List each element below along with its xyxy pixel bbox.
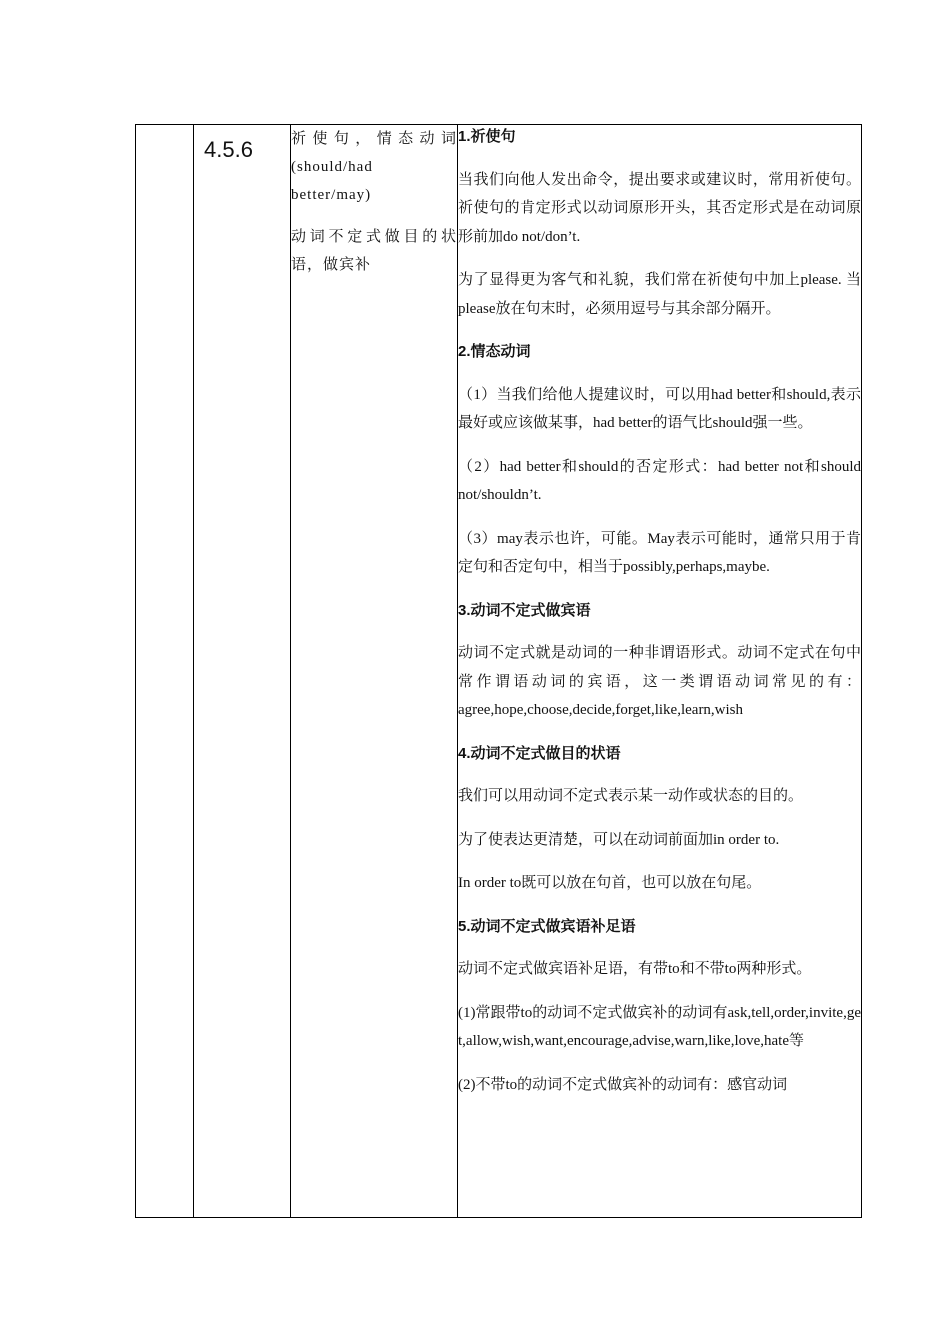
heading-infinitive-purpose: 4.动词不定式做目的状语 [458, 744, 621, 762]
paragraph-purpose-1: 我们可以用动词不定式表示某一动作或状态的目的。 [458, 788, 804, 804]
empty-cell [136, 125, 194, 1218]
heading-infinitive-object: 3.动词不定式做宾语 [458, 601, 591, 619]
paragraph-complement-intro: 动词不定式做宾语补足语，有带to和不带to两种形式。 [458, 961, 812, 977]
paragraph-infinitive-object: 动词不定式就是动词的一种非谓语形式。动词不定式在句中常作谓语动词的宾语，这一类谓语动词常见的有：agree,hope,choose,decide,forget,like,learn,wish [458, 645, 861, 718]
paragraph-complement-without-to: (2)不带to的动词不定式做宾补的动词有：感官动词 [458, 1076, 788, 1093]
paragraph-complement-with-to: (1)常跟带to的动词不定式做宾补的动词有ask,tell,order,invite,get,allow,wish,want,encourage,advise,warn,like,love,hate等 [458, 1004, 861, 1049]
content-table [135, 124, 862, 1218]
paragraph-modal-2: （2）had better和should的否定形式：had better not和should not/shouldn’t. [458, 458, 861, 503]
heading-infinitive-complement: 5.动词不定式做宾语补足语 [458, 917, 636, 935]
content-cell [458, 125, 862, 1218]
topic-line-2: 动词不定式做目的状语，做宾补 [291, 229, 457, 273]
paragraph-imperative-please: 为了显得更为客气和礼貌，我们常在祈使句中加上please. 当please放在句末时，必须用逗号与其余部分隔开。 [458, 272, 861, 317]
paragraph-purpose-2: 为了使表达更清楚，可以在动词前面加in order to. [458, 831, 780, 848]
table-row [136, 125, 862, 1218]
heading-modal-verbs: 2.情态动词 [458, 343, 531, 360]
paragraph-modal-1: （1）当我们给他人提建议时，可以用had better和should,表示最好或应该做某事，had better的语气比should强一些。 [458, 386, 861, 431]
paragraph-purpose-3: In order to既可以放在句首，也可以放在句尾。 [458, 875, 762, 891]
heading-imperative: 1.祈使句 [458, 128, 516, 145]
section-number-cell [194, 125, 291, 1218]
paragraph-modal-3: （3）may表示也许，可能。May表示可能时，通常只用于肯定句和否定句中，相当于possibly,perhaps,maybe. [458, 530, 861, 575]
section-number: 4.5.6 [204, 137, 253, 162]
topic-line-1: 祈使句，情态动词(should/had better/may) [291, 131, 457, 203]
topic-cell [291, 125, 458, 1218]
paragraph-imperative-form: 当我们向他人发出命令，提出要求或建议时，常用祈使句。祈使句的肯定形式以动词原形开头，其否定形式是在动词原形前加do not/don’t. [458, 171, 861, 245]
